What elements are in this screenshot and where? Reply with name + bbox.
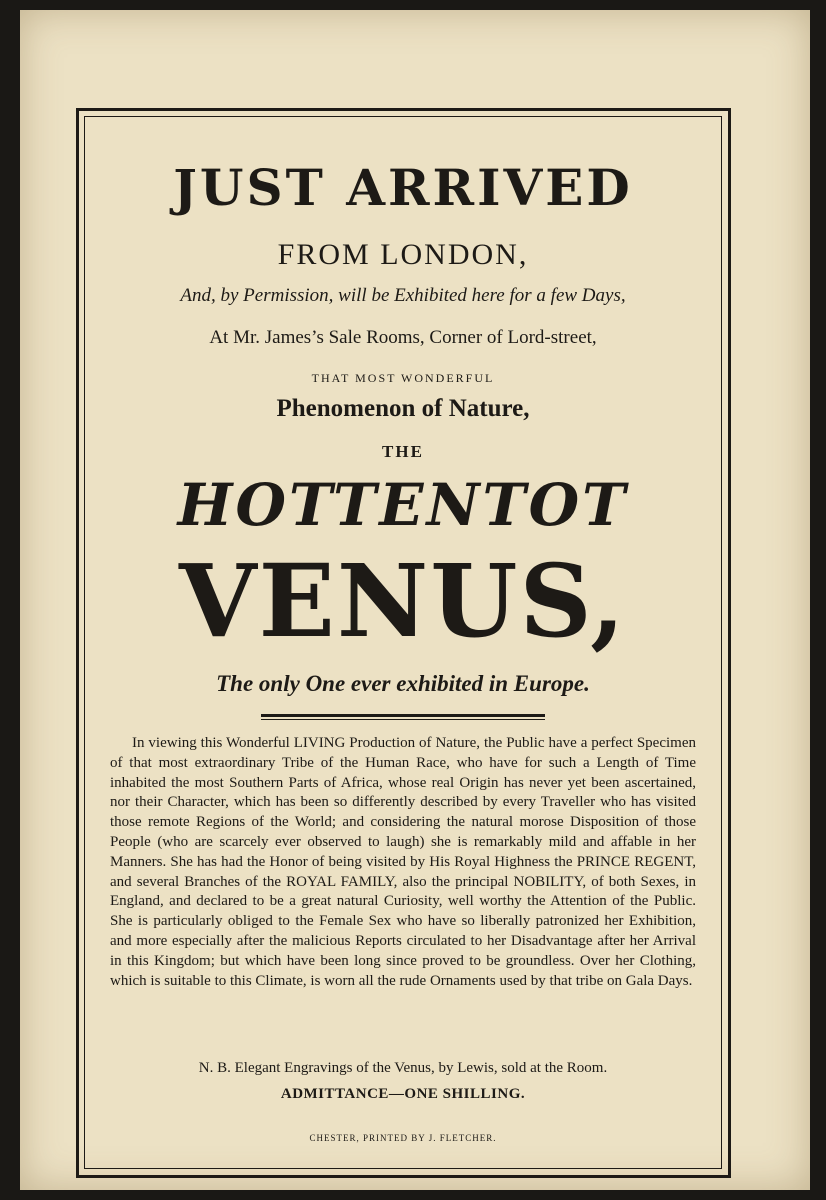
body-paragraph: In viewing this Wonderful LIVING Production of Nature, the Public have a perfect Specimen of that most extraordinary Tribe of the Human Race, who have for such a Length of Time inhabited the most Southern Parts of Africa, whose real Origin has never yet been ascertained, nor their Character, which has been so differently described by every Traveller who has visited those remote Regions of the World; and considering the natural morose Disposition of those People (who are scarcely ever observed to laugh) she is remarkably mild and affable in her Manners. She has had the Honor of being visited by His Royal Highness the PRINCE REGENT, and several Branches of the ROYAL FAMILY, also the principal NOBILITY, of both Sexes, in England, and declared to be a great natural Curiosity, well worthy the Attention of the Public. She is particularly obliged to the Female Sex who have so liberally patronized her Exhibition, and more especially after the malicious Reports circulated to her Disadvantage after her Arrival in this Kingdom; but which have been long since proved to be groundless. Over her Clothing, which is suitable to this Climate, is worn all the rude Ornaments used by that tribe on Gala Days. bbox=[110, 735, 696, 989]
hottentot-title: HOTTENTOT bbox=[177, 471, 629, 539]
divider-rule bbox=[261, 714, 545, 720]
nb-note: N. B. Elegant Engravings of the Venus, by Lewis, sold at the Room. bbox=[198, 1060, 608, 1076]
permission-line: And, by Permission, will be Exhibited here for a few Days, bbox=[180, 285, 626, 306]
only-one-line: The only One ever exhibited in Europe. bbox=[216, 671, 590, 696]
phenomenon-line: Phenomenon of Nature, bbox=[276, 395, 530, 422]
venus-title: VENUS, bbox=[179, 542, 627, 660]
subhead: FROM LONDON, bbox=[277, 238, 529, 271]
printer-credit: CHESTER, PRINTED BY J. FLETCHER. bbox=[309, 1133, 497, 1143]
location-line: At Mr. James’s Sale Rooms, Corner of Lord-street, bbox=[209, 327, 597, 348]
admittance-line: ADMITTANCE—ONE SHILLING. bbox=[280, 1086, 526, 1102]
wonderful-line: THAT MOST WONDERFUL bbox=[311, 371, 495, 385]
poster-content bbox=[96, 130, 710, 1160]
the-line: THE bbox=[382, 442, 424, 461]
headline: JUST ARRIVED bbox=[173, 158, 633, 217]
